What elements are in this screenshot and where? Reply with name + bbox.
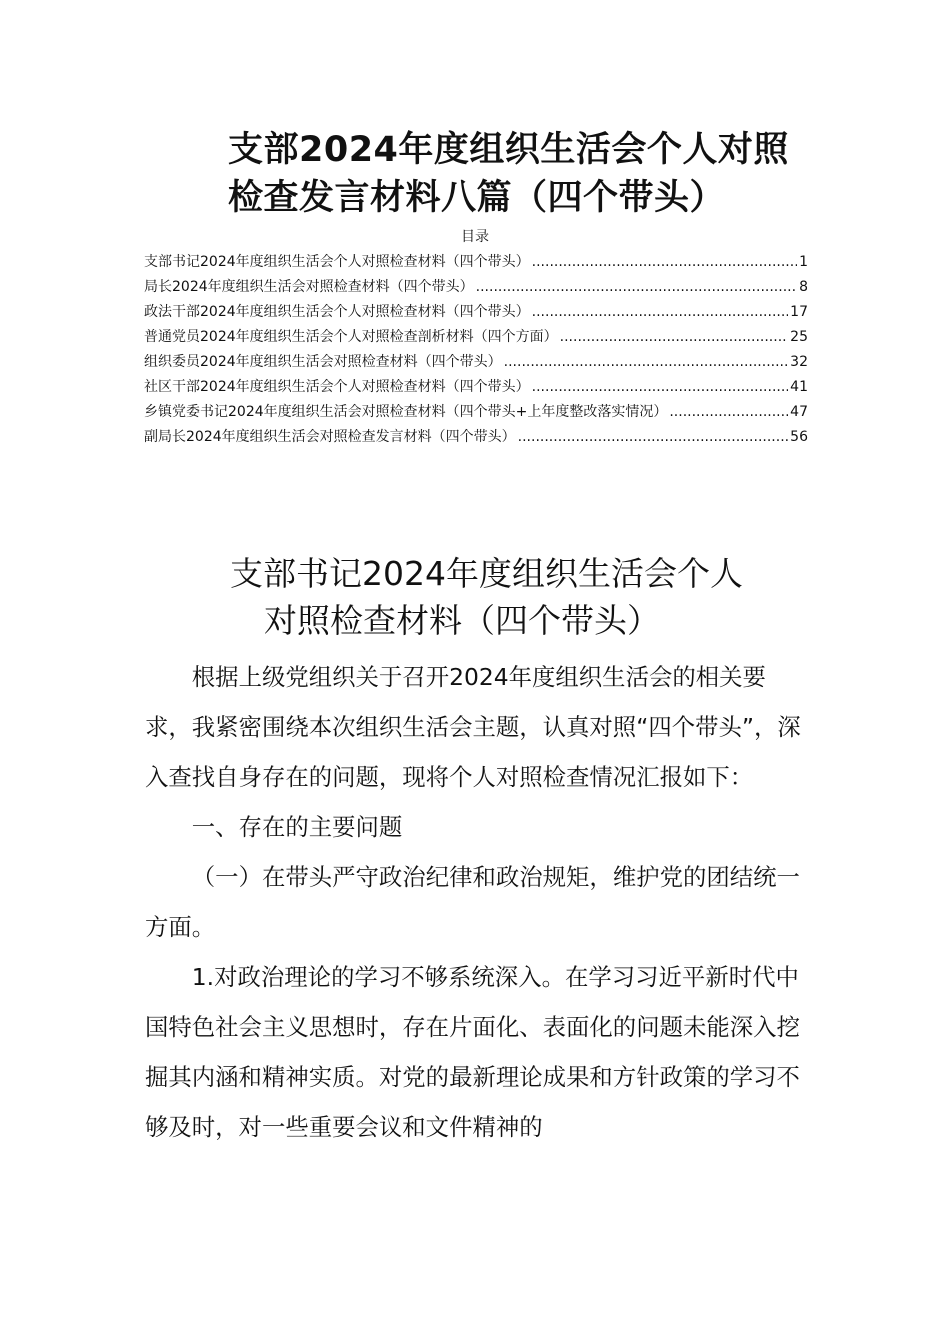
toc-entry-page: 47 — [790, 404, 808, 420]
toc-entry-4[interactable] — [144, 325, 808, 350]
document-title-line-1: 支部2024年度组织生活会个人对照 — [228, 130, 789, 170]
toc-dot-leader — [476, 275, 797, 300]
toc-dot-leader — [669, 400, 788, 425]
toc-entry-page: 41 — [790, 379, 808, 395]
toc-dot-leader — [504, 350, 789, 375]
table-of-contents — [144, 250, 808, 450]
toc-entry-5[interactable] — [144, 350, 808, 375]
point-1-paragraph: 1.对政治理论的学习不够系统深入。在学习习近平新时代中国特色社会主义思想时，存在片面化、表面化的问题未能深入挖掘其内涵和精神实质。对党的最新理论成果和方针政策的学习不够及时，对一些重要会议和文件精神的 — [145, 963, 800, 1141]
section-body — [145, 652, 810, 1152]
subheading-political-discipline: （一）在带头严守政治纪律和政治规矩，维护党的团结统一方面。 — [145, 863, 800, 941]
toc-dot-leader — [532, 375, 789, 400]
toc-entry-label: 社区干部2024年度组织生活会个人对照检查材料（四个带头） — [144, 379, 530, 395]
heading-main-problems: 一、存在的主要问题 — [191, 813, 403, 841]
toc-entry-3[interactable] — [144, 300, 808, 325]
toc-dot-leader — [518, 425, 789, 450]
toc-entry-label: 乡镇党委书记2024年度组织生活会对照检查材料（四个带头+上年度整改落实情况） — [144, 404, 668, 420]
toc-entry-label: 支部书记2024年度组织生活会个人对照检查材料（四个带头） — [144, 254, 530, 270]
section-title — [230, 550, 850, 644]
toc-entry-7[interactable] — [144, 400, 808, 425]
toc-entry-page: 17 — [790, 304, 808, 320]
toc-entry-label: 副局长2024年度组织生活会对照检查发言材料（四个带头） — [144, 429, 516, 445]
document-title-line-2: 检查发言材料八篇（四个带头） — [228, 178, 726, 218]
toc-entry-2[interactable] — [144, 275, 808, 300]
toc-entry-page: 32 — [790, 354, 808, 370]
toc-entry-page: 8 — [799, 279, 808, 295]
toc-entry-label: 组织委员2024年度组织生活会对照检查材料（四个带头） — [144, 354, 502, 370]
toc-entry-label: 普通党员2024年度组织生活会个人对照检查剖析材料（四个方面） — [144, 329, 558, 345]
toc-dot-leader — [560, 325, 789, 350]
toc-entry-page: 1 — [799, 254, 808, 270]
toc-entry-1[interactable] — [144, 250, 808, 275]
toc-entry-page: 56 — [790, 429, 808, 445]
toc-dot-leader — [532, 300, 789, 325]
toc-entry-label: 局长2024年度组织生活会对照检查材料（四个带头） — [144, 279, 474, 295]
toc-entry-page: 25 — [790, 329, 808, 345]
section-title-line-2: 对照检查材料（四个带头） — [264, 601, 660, 640]
toc-entry-8[interactable] — [144, 425, 808, 450]
toc-entry-label: 政法干部2024年度组织生活会个人对照检查材料（四个带头） — [144, 304, 530, 320]
section-title-line-1: 支部书记2024年度组织生活会个人 — [230, 554, 743, 593]
toc-dot-leader — [532, 250, 797, 275]
intro-paragraph: 根据上级党组织关于召开2024年度组织生活会的相关要求，我紧密围绕本次组织生活会主题，认真对照“四个带头”，深入查找自身存在的问题，现将个人对照检查情况汇报如下： — [145, 663, 801, 791]
toc-heading: 目录 — [461, 229, 489, 245]
toc-entry-6[interactable] — [144, 375, 808, 400]
document-title — [228, 126, 828, 222]
